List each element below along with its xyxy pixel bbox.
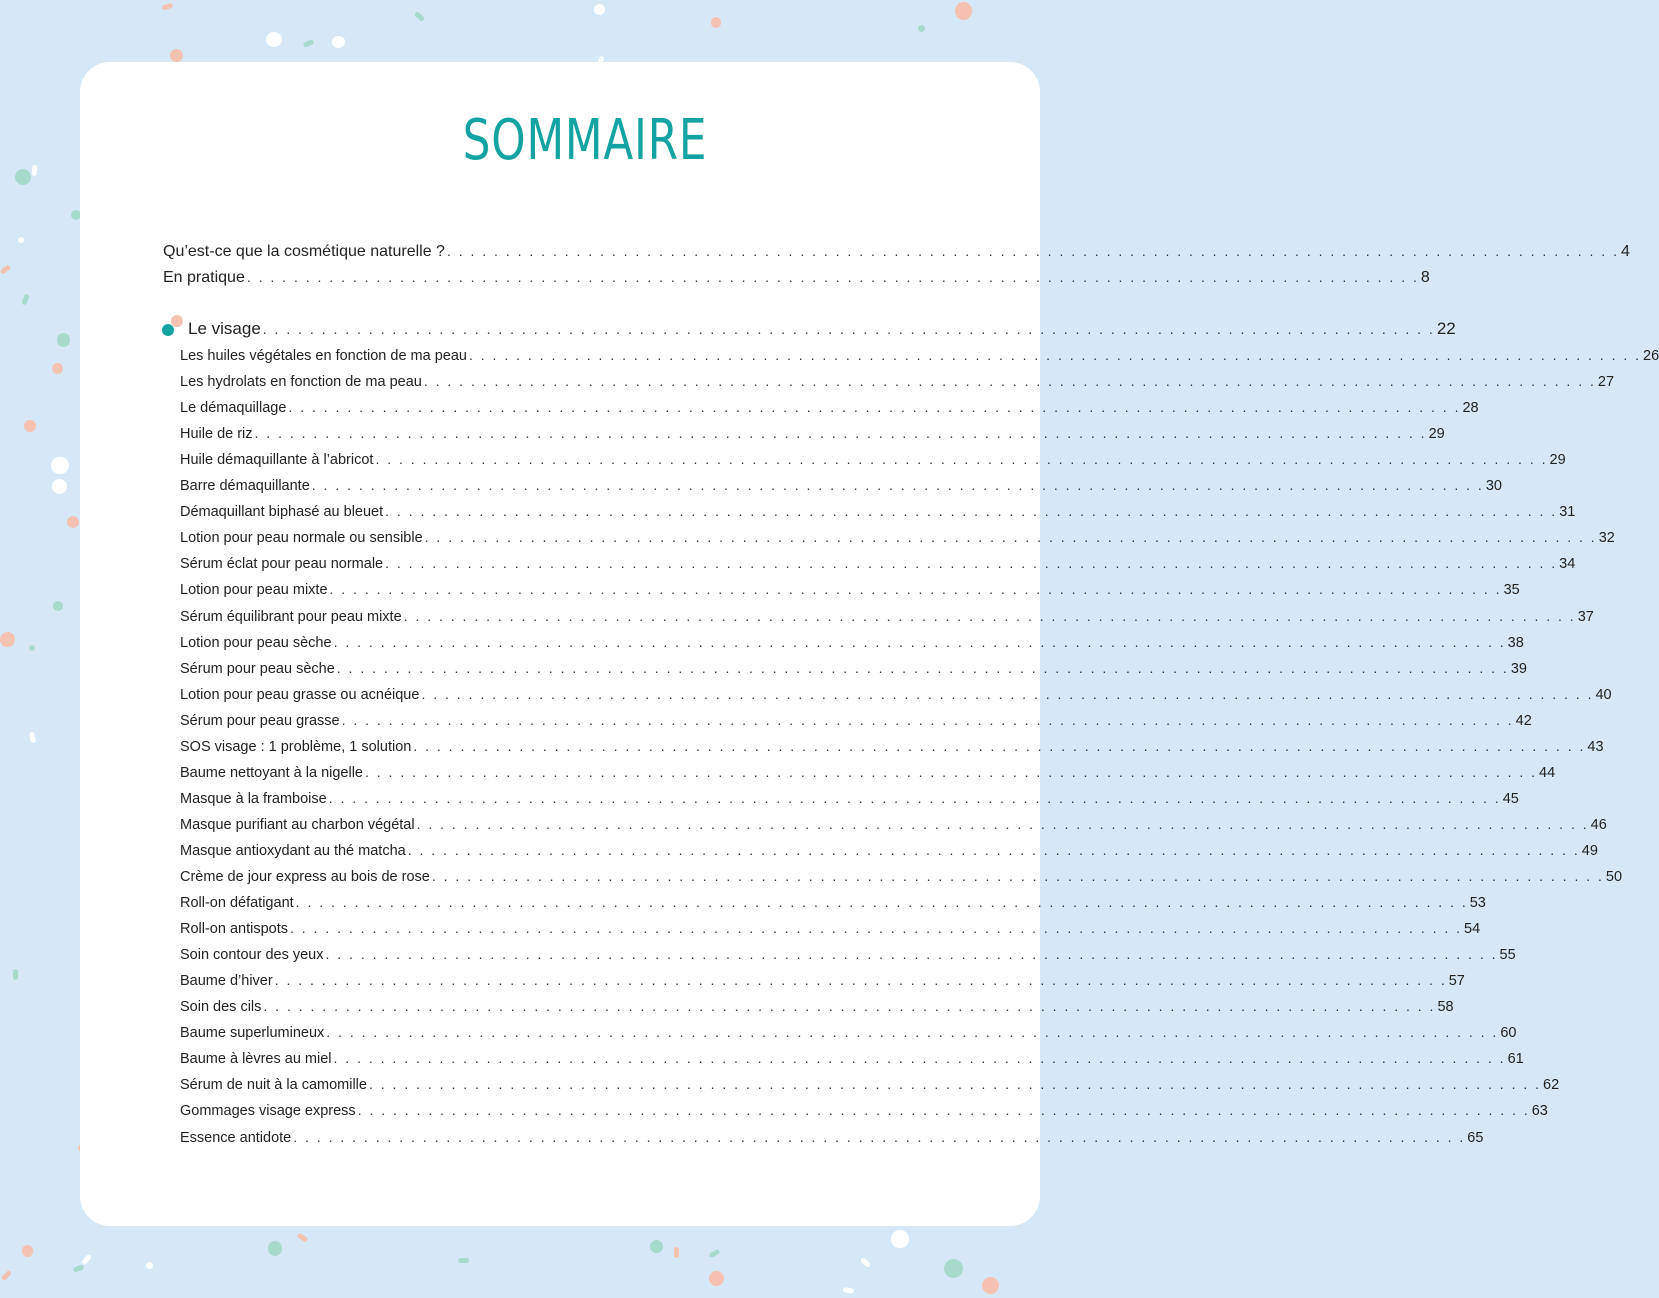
toc-page-number: 29 bbox=[1549, 452, 1566, 469]
toc-entry-label: Essence antidote bbox=[180, 1129, 292, 1146]
toc-entry-label: Huile démaquillante à l’abricot bbox=[180, 452, 374, 469]
toc-entry-label: Le démaquillage bbox=[180, 400, 287, 417]
toc-entry-label: Soin contour des yeux bbox=[180, 947, 324, 964]
toc-subentry[interactable] bbox=[180, 607, 1594, 625]
dot-leader: . . . . . . . . . . . . . . . . . . . . . . . . . . . . . . . . . . . . . . . . . . . . . . . . . . . . . . . . . . . . . . . . . . . . . . . . . . . . . . . . . . . . . . . . . . . . . . . . . . . . bbox=[262, 321, 1435, 337]
toc-entry-label: Huile de riz bbox=[180, 426, 253, 443]
toc-entry-label: Baume superlumineux bbox=[180, 1025, 325, 1042]
dot-leader: . . . . . . . . . . . . . . . . . . . . . . . . . . . . . . . . . . . . . . . . . . . . . . . . . . . . . . . . . . . . . . . . . . . . . . . . . . . . . . . . . . . . . . . . . . . . . . . . . . . . bbox=[290, 920, 1463, 937]
toc-page-number: 61 bbox=[1507, 1051, 1524, 1068]
confetti-dot bbox=[57, 333, 70, 346]
toc-page-number: 62 bbox=[1543, 1077, 1560, 1094]
toc-subentry[interactable] bbox=[180, 737, 1604, 755]
confetti-dot bbox=[982, 1277, 999, 1294]
confetti-dot bbox=[0, 632, 15, 647]
toc-entry-label: Masque purifiant au charbon végétal bbox=[180, 816, 415, 833]
dot-leader: . . . . . . . . . . . . . . . . . . . . . . . . . . . . . . . . . . . . . . . . . . . . . . . . . . . . . . . . . . . . . . . . . . . . . . . . . . . . . . . . . . . . . . . . . . . . . . . . . . . . bbox=[295, 894, 1468, 911]
dot-leader: . . . . . . . . . . . . . . . . . . . . . . . . . . . . . . . . . . . . . . . . . . . . . . . . . . . . . . . . . . . . . . . . . . . . . . . . . . . . . . . . . . . . . . . . . . . . . . . . . . . . bbox=[385, 555, 1558, 572]
toc-entry-label: Soin des cils bbox=[180, 999, 262, 1016]
toc-page-number: 63 bbox=[1531, 1103, 1548, 1120]
section-heading-le-visage[interactable] bbox=[188, 319, 1456, 339]
toc-entry[interactable] bbox=[163, 269, 1430, 287]
toc-page-number: 40 bbox=[1595, 686, 1612, 703]
toc-entry-label: Sérum équilibrant pour peau mixte bbox=[180, 608, 402, 625]
toc-subentry[interactable] bbox=[180, 1076, 1560, 1094]
toc-entry-label: Lotion pour peau sèche bbox=[180, 634, 332, 651]
toc-page-number: 54 bbox=[1464, 921, 1481, 938]
toc-page-number: 44 bbox=[1539, 764, 1556, 781]
dot-leader: . . . . . . . . . . . . . . . . . . . . . . . . . . . . . . . . . . . . . . . . . . . . . . . . . . . . . . . . . . . . . . . . . . . . . . . . . . . . . . . . . . . . . . . . . . . . . . . . . . . . bbox=[254, 425, 1427, 442]
confetti-dot bbox=[674, 1247, 679, 1258]
toc-entry-label: Démaquillant biphasé au bleuet bbox=[180, 504, 384, 521]
toc-subentry[interactable] bbox=[180, 1024, 1517, 1042]
toc-subentry[interactable] bbox=[180, 555, 1576, 573]
dot-leader: . . . . . . . . . . . . . . . . . . . . . . . . . . . . . . . . . . . . . . . . . . . . . . . . . . . . . . . . . . . . . . . . . . . . . . . . . . . . . . . . . . . . . . . . . . . . . . . . . . . . bbox=[288, 399, 1461, 416]
toc-subentry[interactable] bbox=[180, 815, 1607, 833]
confetti-dot bbox=[594, 4, 605, 15]
dot-leader: . . . . . . . . . . . . . . . . . . . . . . . . . . . . . . . . . . . . . . . . . . . . . . . . . . . . . . . . . . . . . . . . . . . . . . . . . . . . . . . . . . . . . . . . . . . . . . . . . . . . bbox=[468, 347, 1642, 363]
toc-subentry[interactable] bbox=[180, 451, 1566, 469]
toc-subentry[interactable] bbox=[180, 477, 1502, 495]
toc-entry-label: Les huiles végétales en fonction de ma peau bbox=[180, 348, 467, 364]
confetti-dot bbox=[458, 1258, 469, 1263]
confetti-dot bbox=[67, 516, 79, 528]
dot-leader: . . . . . . . . . . . . . . . . . . . . . . . . . . . . . . . . . . . . . . . . . . . . . . . . . . . . . . . . . . . . . . . . . . . . . . . . . . . . . . . . . . . . . . . . . . . . . . . . . . . . bbox=[326, 1024, 1499, 1041]
toc-page-number: 37 bbox=[1577, 608, 1594, 625]
toc-page-number: 31 bbox=[1559, 504, 1576, 521]
page-title: SOMMAIRE bbox=[462, 108, 708, 173]
toc-entry-label: Crème de jour express au bois de rose bbox=[180, 869, 430, 885]
confetti-dot bbox=[1, 1270, 12, 1281]
toc-entry-label: Qu’est-ce que la cosmétique naturelle ? bbox=[163, 243, 445, 260]
dot-leader: . . . . . . . . . . . . . . . . . . . . . . . . . . . . . . . . . . . . . . . . . . . . . . . . . . . . . . . . . . . . . . . . . . . . . . . . . . . . . . . . . . . . . . . . . . . . . . . . . . . . bbox=[365, 763, 1538, 780]
toc-page-number: 29 bbox=[1428, 426, 1445, 443]
confetti-dot bbox=[146, 1262, 153, 1269]
toc-subentry[interactable] bbox=[180, 972, 1465, 990]
toc-subentry[interactable] bbox=[180, 659, 1527, 677]
toc-subentry[interactable] bbox=[180, 373, 1615, 391]
toc-subentry[interactable] bbox=[180, 685, 1612, 703]
toc-subentry[interactable] bbox=[180, 1050, 1524, 1068]
toc-entry-label: Sérum éclat pour peau normale bbox=[180, 556, 384, 573]
dot-leader: . . . . . . . . . . . . . . . . . . . . . . . . . . . . . . . . . . . . . . . . . . . . . . . . . . . . . . . . . . . . . . . . . . . . . . . . . . . . . . . . . . . . . . . . . . . . . . . . . . . . bbox=[424, 529, 1597, 546]
confetti-dot bbox=[53, 601, 63, 611]
confetti-dot bbox=[13, 969, 18, 980]
toc-page-number: 57 bbox=[1448, 973, 1465, 990]
toc-page-number: 46 bbox=[1590, 816, 1607, 833]
confetti-dot bbox=[32, 165, 38, 176]
dot-leader: . . . . . . . . . . . . . . . . . . . . . . . . . . . . . . . . . . . . . . . . . . . . . . . . . . . . . . . . . . . . . . . . . . . . . . . . . . . . . . . . . . . . . . . . . . . . . . . . . . . . bbox=[357, 1102, 1530, 1119]
confetti-dot bbox=[268, 1241, 282, 1255]
dot-leader: . . . . . . . . . . . . . . . . . . . . . . . . . . . . . . . . . . . . . . . . . . . . . . . . . . . . . . . . . . . . . . . . . . . . . . . . . . . . . . . . . . . . . . . . . . . . . . . . . . . . bbox=[423, 373, 1596, 390]
toc-page-number: 60 bbox=[1500, 1025, 1517, 1042]
dot-leader: . . . . . . . . . . . . . . . . . . . . . . . . . . . . . . . . . . . . . . . . . . . . . . . . . . . . . . . . . . . . . . . . . . . . . . . . . . . . . . . . . . . . . . . . . . . . . . . . . . . . bbox=[403, 607, 1576, 624]
confetti-dot bbox=[650, 1240, 663, 1253]
dot-leader: . . . . . . . . . . . . . . . . . . . . . . . . . . . . . . . . . . . . . . . . . . . . . . . . . . . . . . . . . . . . . . . . . . . . . . . . . . . . . . . . . . . . . . . . . . . . . . . . . . . . bbox=[341, 711, 1514, 728]
toc-page-number: 4 bbox=[1620, 243, 1630, 260]
toc-subentry[interactable] bbox=[180, 789, 1519, 807]
confetti-dot bbox=[709, 1249, 721, 1259]
toc-subentry[interactable] bbox=[180, 347, 1659, 364]
toc-entry-label: Roll-on défatigant bbox=[180, 895, 294, 912]
toc-subentry[interactable] bbox=[180, 1102, 1548, 1120]
toc-subentry[interactable] bbox=[180, 868, 1623, 885]
toc-subentry[interactable] bbox=[180, 841, 1598, 859]
bullet-shadow-icon bbox=[171, 315, 183, 327]
confetti-dot bbox=[29, 645, 35, 651]
toc-page-number: 58 bbox=[1437, 999, 1454, 1016]
toc-subentry[interactable] bbox=[180, 425, 1445, 443]
toc-entry-label: Sérum de nuit à la camomille bbox=[180, 1077, 367, 1094]
toc-entry-label: Lotion pour peau normale ou sensible bbox=[180, 530, 423, 547]
toc-entry-label: Baume à lèvres au miel bbox=[180, 1051, 332, 1068]
confetti-dot bbox=[22, 1245, 33, 1256]
toc-page-number: 22 bbox=[1436, 319, 1456, 338]
confetti-dot bbox=[332, 36, 344, 48]
confetti-dot bbox=[15, 169, 32, 186]
confetti-dot bbox=[52, 479, 67, 494]
confetti-dot bbox=[24, 420, 36, 432]
confetti-dot bbox=[18, 237, 24, 243]
dot-leader: . . . . . . . . . . . . . . . . . . . . . . . . . . . . . . . . . . . . . . . . . . . . . . . . . . . . . . . . . . . . . . . . . . . . . . . . . . . . . . . . . . . . . . . . . . . . . . . . . . . . bbox=[407, 841, 1580, 858]
toc-subentry[interactable] bbox=[180, 920, 1481, 938]
table-of-contents bbox=[80, 62, 1659, 1226]
toc-entry-label: Sérum pour peau sèche bbox=[180, 660, 335, 677]
confetti-dot bbox=[918, 25, 925, 32]
dot-leader: . . . . . . . . . . . . . . . . . . . . . . . . . . . . . . . . . . . . . . . . . . . . . . . . . . . . . . . . . . . . . . . . . . . . . . . . . . . . . . . . . . . . . . . . . . . . . . . . . . . . bbox=[333, 1050, 1506, 1067]
dot-bullet-icon bbox=[162, 324, 174, 336]
toc-page-number: 27 bbox=[1597, 374, 1615, 391]
toc-subentry[interactable] bbox=[180, 763, 1556, 781]
dot-leader: . . . . . . . . . . . . . . . . . . . . . . . . . . . . . . . . . . . . . . . . . . . . . . . . . . . . . . . . . . . . . . . . . . . . . . . . . . . . . . . . . . . . . . . . . . . . . . . . . . . . bbox=[336, 659, 1509, 676]
toc-entry-label: Lotion pour peau grasse ou acnéique bbox=[180, 686, 420, 703]
toc-entry-label: Roll-on antispots bbox=[180, 921, 288, 938]
toc-entry-label: En pratique bbox=[163, 269, 245, 286]
toc-page-number: 38 bbox=[1507, 634, 1524, 651]
toc-page-number: 32 bbox=[1598, 530, 1615, 547]
confetti-dot bbox=[297, 1232, 309, 1242]
toc-entry-label: Barre démaquillante bbox=[180, 478, 310, 495]
toc-subentry[interactable] bbox=[180, 399, 1479, 417]
toc-subentry[interactable] bbox=[180, 1128, 1484, 1146]
confetti-dot bbox=[81, 1254, 92, 1266]
confetti-dot bbox=[22, 294, 31, 306]
confetti-dot bbox=[52, 363, 63, 374]
dot-leader: . . . . . . . . . . . . . . . . . . . . . . . . . . . . . . . . . . . . . . . . . . . . . . . . . . . . . . . . . . . . . . . . . . . . . . . . . . . . . . . . . . . . . . . . . . . . . . . . . . . . bbox=[368, 1076, 1542, 1093]
toc-subentry[interactable] bbox=[180, 503, 1576, 521]
toc-entry[interactable] bbox=[163, 243, 1630, 261]
toc-subentry[interactable] bbox=[180, 998, 1454, 1016]
dot-leader: . . . . . . . . . . . . . . . . . . . . . . . . . . . . . . . . . . . . . . . . . . . . . . . . . . . . . . . . . . . . . . . . . . . . . . . . . . . . . . . . . . . . . . . . . . . . . . . . . . . . bbox=[325, 946, 1498, 963]
toc-subentry[interactable] bbox=[180, 633, 1524, 651]
dot-leader: . . . . . . . . . . . . . . . . . . . . . . . . . . . . . . . . . . . . . . . . . . . . . . . . . . . . . . . . . . . . . . . . . . . . . . . . . . . . . . . . . . . . . . . . . . . . . . . . . . . . bbox=[311, 477, 1484, 494]
confetti-dot bbox=[413, 11, 425, 22]
toc-page-number: 42 bbox=[1515, 712, 1532, 729]
toc-entry-label: Les hydrolats en fonction de ma peau bbox=[180, 374, 422, 391]
dot-leader: . . . . . . . . . . . . . . . . . . . . . . . . . . . . . . . . . . . . . . . . . . . . . . . . . . . . . . . . . . . . . . . . . . . . . . . . . . . . . . . . . . . . . . . . . . . . . . . . . . . . bbox=[413, 737, 1586, 754]
toc-page-number: 30 bbox=[1485, 478, 1502, 495]
confetti-dot bbox=[29, 731, 36, 743]
confetti-dot bbox=[842, 1287, 854, 1294]
toc-entry-label: Masque antioxydant au thé matcha bbox=[180, 842, 406, 859]
dot-leader: . . . . . . . . . . . . . . . . . . . . . . . . . . . . . . . . . . . . . . . . . . . . . . . . . . . . . . . . . . . . . . . . . . . . . . . . . . . . . . . . . . . . . . . . . . . . . . . . . . . . bbox=[385, 503, 1558, 520]
toc-entry-label: SOS visage : 1 problème, 1 solution bbox=[180, 738, 412, 755]
toc-page-number: 49 bbox=[1581, 842, 1598, 859]
dot-leader: . . . . . . . . . . . . . . . . . . . . . . . . . . . . . . . . . . . . . . . . . . . . . . . . . . . . . . . . . . . . . . . . . . . . . . . . . . . . . . . . . . . . . . . . . . . . . . . . . . . . bbox=[333, 633, 1506, 650]
toc-subentry[interactable] bbox=[180, 946, 1516, 964]
confetti-dot bbox=[944, 1259, 963, 1278]
dot-leader: . . . . . . . . . . . . . . . . . . . . . . . . . . . . . . . . . . . . . . . . . . . . . . . . . . . . . . . . . . . . . . . . . . . . . . . . . . . . . . . . . . . . . . . . . . . . . . . . . . . . bbox=[431, 868, 1604, 884]
confetti-dot bbox=[955, 2, 973, 20]
dot-leader: . . . . . . . . . . . . . . . . . . . . . . . . . . . . . . . . . . . . . . . . . . . . . . . . . . . . . . . . . . . . . . . . . . . . . . . . . . . . . . . . . . . . . . . . . . . . . . . . . . . . bbox=[421, 685, 1594, 702]
toc-page-number: 34 bbox=[1559, 556, 1576, 573]
confetti-dot bbox=[711, 17, 722, 28]
toc-page-number: 35 bbox=[1503, 582, 1520, 599]
dot-leader: . . . . . . . . . . . . . . . . . . . . . . . . . . . . . . . . . . . . . . . . . . . . . . . . . . . . . . . . . . . . . . . . . . . . . . . . . . . . . . . . . . . . . . . . . . . . . . . . . . . . bbox=[246, 269, 1419, 285]
toc-page-number: 50 bbox=[1605, 869, 1623, 885]
dot-leader: . . . . . . . . . . . . . . . . . . . . . . . . . . . . . . . . . . . . . . . . . . . . . . . . . . . . . . . . . . . . . . . . . . . . . . . . . . . . . . . . . . . . . . . . . . . . . . . . . . . . bbox=[293, 1128, 1466, 1145]
toc-page-number: 45 bbox=[1502, 790, 1519, 807]
confetti-dot bbox=[0, 265, 11, 275]
confetti-dot bbox=[709, 1271, 724, 1286]
dot-leader: . . . . . . . . . . . . . . . . . . . . . . . . . . . . . . . . . . . . . . . . . . . . . . . . . . . . . . . . . . . . . . . . . . . . . . . . . . . . . . . . . . . . . . . . . . . . . . . . . . . . bbox=[274, 972, 1447, 989]
toc-page-number: 39 bbox=[1510, 660, 1527, 677]
toc-page-number: 53 bbox=[1469, 895, 1486, 912]
toc-page-number: 28 bbox=[1462, 400, 1479, 417]
toc-entry-label: Baume nettoyant à la nigelle bbox=[180, 764, 363, 781]
dot-leader: . . . . . . . . . . . . . . . . . . . . . . . . . . . . . . . . . . . . . . . . . . . . . . . . . . . . . . . . . . . . . . . . . . . . . . . . . . . . . . . . . . . . . . . . . . . . . . . . . . . . bbox=[375, 451, 1548, 468]
confetti-dot bbox=[266, 32, 282, 48]
toc-subentry[interactable] bbox=[180, 581, 1520, 599]
toc-subentry[interactable] bbox=[180, 894, 1486, 912]
confetti-dot bbox=[51, 457, 68, 474]
toc-subentry[interactable] bbox=[180, 529, 1615, 547]
toc-page-number: 65 bbox=[1467, 1129, 1484, 1146]
dot-leader: . . . . . . . . . . . . . . . . . . . . . . . . . . . . . . . . . . . . . . . . . . . . . . . . . . . . . . . . . . . . . . . . . . . . . . . . . . . . . . . . . . . . . . . . . . . . . . . . . . . . bbox=[329, 581, 1502, 598]
confetti-dot bbox=[162, 3, 174, 11]
toc-entry-label: Gommages visage express bbox=[180, 1103, 356, 1120]
toc-page-number: 55 bbox=[1499, 947, 1516, 964]
toc-page-number: 26 bbox=[1643, 348, 1659, 364]
toc-page-number: 8 bbox=[1420, 269, 1430, 286]
toc-subentry[interactable] bbox=[180, 711, 1532, 729]
confetti-dot bbox=[859, 1257, 870, 1268]
confetti-dot bbox=[891, 1230, 908, 1247]
toc-entry-label: Le visage bbox=[188, 319, 261, 338]
confetti-dot bbox=[170, 49, 184, 63]
dot-leader: . . . . . . . . . . . . . . . . . . . . . . . . . . . . . . . . . . . . . . . . . . . . . . . . . . . . . . . . . . . . . . . . . . . . . . . . . . . . . . . . . . . . . . . . . . . . . . . . . . . . bbox=[263, 998, 1436, 1015]
toc-entry-label: Lotion pour peau mixte bbox=[180, 582, 328, 599]
toc-entry-label: Sérum pour peau grasse bbox=[180, 712, 340, 729]
toc-page-number: 43 bbox=[1587, 738, 1604, 755]
dot-leader: . . . . . . . . . . . . . . . . . . . . . . . . . . . . . . . . . . . . . . . . . . . . . . . . . . . . . . . . . . . . . . . . . . . . . . . . . . . . . . . . . . . . . . . . . . . . . . . . . . . . bbox=[328, 789, 1501, 806]
toc-entry-label: Baume d’hiver bbox=[180, 973, 273, 990]
dot-leader: . . . . . . . . . . . . . . . . . . . . . . . . . . . . . . . . . . . . . . . . . . . . . . . . . . . . . . . . . . . . . . . . . . . . . . . . . . . . . . . . . . . . . . . . . . . . . . . . . . . . bbox=[446, 243, 1619, 259]
toc-card bbox=[80, 62, 1659, 1226]
confetti-dot bbox=[72, 1264, 84, 1272]
toc-entry-label: Masque à la framboise bbox=[180, 790, 327, 807]
dot-leader: . . . . . . . . . . . . . . . . . . . . . . . . . . . . . . . . . . . . . . . . . . . . . . . . . . . . . . . . . . . . . . . . . . . . . . . . . . . . . . . . . . . . . . . . . . . . . . . . . . . . bbox=[416, 815, 1589, 832]
confetti-dot bbox=[302, 39, 314, 48]
